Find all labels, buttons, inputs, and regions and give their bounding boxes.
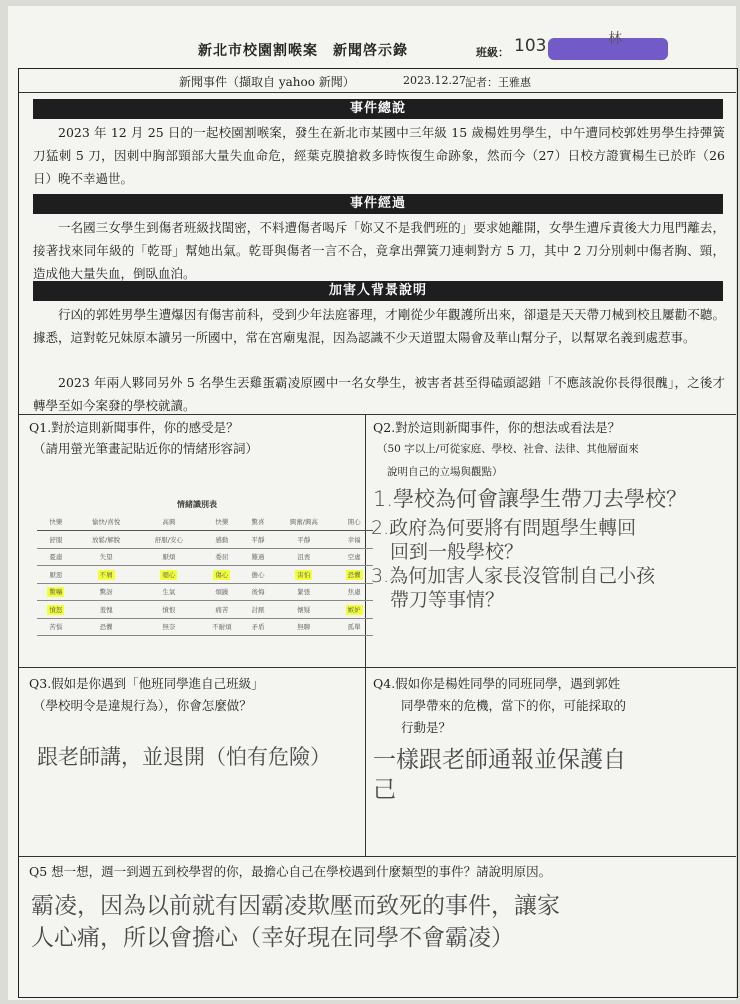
emotion-cell: 難過 [244, 548, 273, 566]
emotion-cell: 懷疑 [272, 601, 335, 619]
section-heading-background: 加害人背景說明 [33, 281, 723, 301]
emotion-cell: 舒服/安心 [138, 531, 201, 549]
emotion-cell: 快樂 [37, 513, 75, 531]
q5-answer-line: 人心痛，所以會擔心（幸好現在同學不會霸凌） [31, 925, 514, 951]
table-row [37, 548, 373, 566]
emotion-cell: 苦惱 [37, 618, 75, 636]
emotion-cell-highlighted: 憤怒 [37, 601, 75, 619]
q2-subtitle-1: （50 字以上/可從家庭、學校、社會、法律、其他層面來 [377, 443, 639, 455]
section-text-summary: 2023 年 12 月 25 日的一起校園割喉案，發生在新北市某國中三年級 15 歲楊姓男學生，中午遭同校郭姓男學生持彈簧刀猛刺 5 刀，因刺中胸部頸部大量失血命危，經葉克膜搶救多時恢復生命跡象，然而今（27）日校方證實楊生已於昨（26 日）晚不幸過世。 [33, 125, 725, 186]
emotion-cell: 羞愧 [75, 601, 138, 619]
emotion-cell: 矛盾 [244, 618, 273, 636]
source-row [19, 69, 736, 93]
source-label: 新聞事件（擷取自 yahoo 新聞） [179, 75, 355, 89]
emotion-cell-highlighted: 害怕 [272, 566, 335, 584]
emotion-cell: 擔心 [244, 566, 273, 584]
q2-answer-line: 3.為何加害人家長沒管制自己小孩 [371, 565, 656, 587]
emotion-cell: 空虛 [335, 548, 373, 566]
table-row [37, 583, 373, 601]
source-reporter: 記者：王雅惠 [465, 76, 531, 89]
q3-subtitle: （學校明令是違規行為），你會怎麼做？ [33, 698, 252, 713]
section-heading-process: 事件經過 [33, 194, 723, 214]
emotion-cell: 委屈 [200, 548, 243, 566]
name-scribble: 林 [608, 31, 622, 47]
q1-subtitle: （請用螢光筆畫記貼近你的情緒形容詞） [33, 441, 259, 456]
class-value: 103 [514, 36, 547, 56]
worksheet-page [8, 6, 736, 1000]
emotion-cell: 緊張 [272, 583, 335, 601]
worksheet-title: 新北市校園割喉案 新聞啓示錄 [198, 43, 408, 59]
emotion-cell: 平靜 [272, 531, 335, 549]
emotion-cell-highlighted: 噁心 [138, 566, 201, 584]
emotion-cell: 焦慮 [335, 583, 373, 601]
section-text-process: 一名國三女學生到傷者班級找閨密，不料遭傷者喝斥「妳又不是我們班的」要求她離開，女學生遭斥責後大力甩門離去，接著找來同年級的「乾哥」幫她出氣。乾哥與傷者一言不合，竟拿出彈簧刀連刺對方 5 刀，其中 2 刀分別刺中傷者胸、頸，造成他大量失血，倒臥血泊。 [33, 220, 725, 281]
emotion-cell: 失望 [75, 548, 138, 566]
section-heading-summary: 事件總說 [33, 99, 723, 119]
emotion-cell: 沮喪 [272, 548, 335, 566]
emotion-cell: 恐懼 [75, 618, 138, 636]
q5-answer-line: 霸凌，因為以前就有因霸凌欺壓而致死的事件，讓家 [31, 893, 560, 919]
q2-title: Q2.對於這則新聞事件，你的想法或看法是？ [373, 420, 621, 435]
emotion-cell: 厭惡 [37, 566, 75, 584]
emotion-cell: 煩躁 [200, 583, 243, 601]
emotion-table-caption: 情緒識別表 [177, 500, 217, 509]
divider [19, 856, 736, 857]
section-text-background-2: 2023 年兩人夥同另外 5 名學生丟雞蛋霸凌原國中一名女學生，被害者甚至得磕頭認錯「不應該說你長得很醜」，之後才轉學至如今案發的學校就讀。 [33, 375, 725, 413]
table-row [37, 513, 373, 531]
emotion-cell: 憂慮 [37, 548, 75, 566]
emotion-cell-highlighted: 驚嚇 [37, 583, 75, 601]
worksheet-header [8, 31, 736, 66]
emotion-cell-highlighted: 傷心 [200, 566, 243, 584]
emotion-cell: 不耐煩 [200, 618, 243, 636]
emotion-cell-highlighted: 恐懼 [335, 566, 373, 584]
q4-line-3: 行動是？ [401, 720, 452, 735]
emotion-cell: 感動 [200, 531, 243, 549]
source-date: 2023.12.27 [403, 74, 466, 87]
emotion-grid [37, 513, 373, 636]
emotion-cell: 孤單 [335, 618, 373, 636]
emotion-cell: 愉快/喜悅 [75, 513, 138, 531]
table-row [37, 566, 373, 584]
emotion-cell: 開心 [335, 513, 373, 531]
emotion-cell: 無聊 [272, 618, 335, 636]
emotion-cell: 驚喜 [244, 513, 273, 531]
emotion-cell: 放鬆/解脫 [75, 531, 138, 549]
q2-subtitle-2: 說明自己的立場與觀點） [387, 466, 503, 478]
q4-answer-line: 己 [373, 777, 396, 803]
emotion-cell: 高興 [138, 513, 201, 531]
emotion-cell: 舒服 [37, 531, 75, 549]
q4-line-2: 同學帶來的危機，當下的你，可能採取的 [401, 698, 627, 713]
worksheet-table [18, 68, 738, 998]
table-row [37, 618, 373, 636]
emotion-cell: 驚訝 [75, 583, 138, 601]
q3-title: Q3.假如是你遇到「他班同學進自己班級」 [29, 676, 264, 691]
emotion-table [37, 499, 373, 659]
q4-answer-line: 一樣跟老師通報並保護自 [373, 747, 626, 773]
emotion-cell: 平靜 [244, 531, 273, 549]
emotion-cell: 幸福 [335, 531, 373, 549]
emotion-cell: 快樂 [200, 513, 243, 531]
table-row [37, 601, 373, 619]
q5-title: Q5 想一想，週一到週五到校學習的你，最擔心自己在學校遇到什麼類型的事件？請說明原因。 [29, 864, 552, 879]
emotion-cell: 厭煩 [138, 548, 201, 566]
divider [19, 414, 736, 415]
emotion-cell: 無奈 [138, 618, 201, 636]
q3-answer: 跟老師講，並退開（怕有危險） [37, 745, 331, 769]
q2-answer-line: 2.政府為何要將有問題學生轉回 [371, 517, 637, 539]
emotion-cell-highlighted: 不屑 [75, 566, 138, 584]
emotion-cell: 痛苦 [200, 601, 243, 619]
q4-title: Q4.假如你是楊姓同學的同班同學，遇到郭姓 [373, 676, 621, 691]
q1-title: Q1.對於這則新聞事件，你的感受是？ [29, 420, 239, 435]
class-label: 班級： [476, 46, 509, 59]
emotion-cell: 憤恨 [138, 601, 201, 619]
q2-answer-line: 1.學校為何會讓學生帶刀去學校？ [373, 487, 688, 511]
q2-answer-line: 帶刀等事情？ [371, 589, 505, 611]
table-row [37, 531, 373, 549]
divider [19, 667, 736, 668]
emotion-cell: 後悔 [244, 583, 273, 601]
emotion-cell: 興奮/興高 [272, 513, 335, 531]
emotion-cell: 生氣 [138, 583, 201, 601]
section-text-background: 行凶的郭姓男學生遭爆因有傷害前科，受到少年法庭審理，才剛從少年觀護所出來，卻還是天天帶刀械到校且屢勸不聽。據悉，這對乾兄妹原本讀另一所國中，常在宮廟鬼混，因為認識不少天道盟太陽會及華山幫分子，以幫眾名義到處惹事。 [33, 307, 725, 345]
q2-answer-line: 回到一般學校？ [371, 541, 524, 563]
emotion-cell: 討厭 [244, 601, 273, 619]
emotion-cell-highlighted: 嫉妒 [335, 601, 373, 619]
